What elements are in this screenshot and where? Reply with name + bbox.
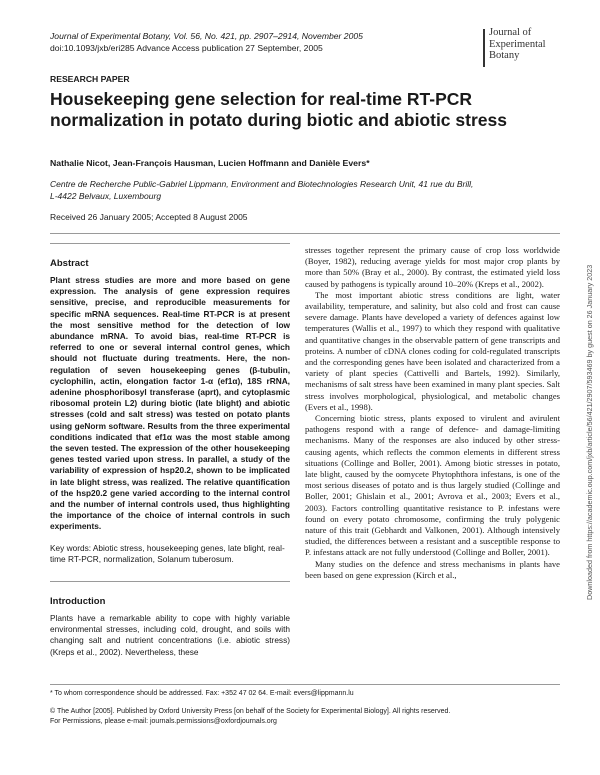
download-notice <box>585 200 597 600</box>
author-list: Nathalie Nicot, Jean-François Hausman, Lucien Hoffmann and Danièle Evers* <box>50 158 370 168</box>
right-column <box>305 245 560 581</box>
introduction-heading: Introduction <box>50 596 106 608</box>
received-dates: Received 26 January 2005; Accepted 8 August 2005 <box>50 212 248 222</box>
introduction-text: Plants have a remarkable ability to cope with highly variable environmental stresses, including cold, drought, and soils with changing salt and nutrient concentrations (i.e. abiotic stress) (Kreps et al., 2002). Nevertheless, these <box>50 613 290 657</box>
left-column <box>50 243 290 658</box>
journal-logo <box>483 27 563 73</box>
logo-line: Journal of <box>489 27 532 38</box>
footer <box>50 689 560 728</box>
body-paragraph: stresses together represent the primary cause of crop loss worldwide (Boyer, 1982), reducing average yields for most major crop plants by more than 50% (Bray et al., 2000). By contrast, the estimated yield loss caused by pathogens is typically around 10–20% (Kreps et al., 2002). <box>305 245 560 289</box>
affiliation-line: L-4422 Belvaux, Luxembourg <box>50 191 162 201</box>
doi-line: doi:10.1093/jxb/eri285 Advance Access publication 27 September, 2005 <box>50 43 323 53</box>
copyright-note: © The Author [2005]. Published by Oxford University Press [on behalf of the Society for Experimental Biology]. All rights reserved. <box>50 707 451 715</box>
footer-divider <box>50 684 560 685</box>
download-notice-text: Downloaded from https://academic.oup.com/jxb/article/56/421/2907/593469 by guest on 26 January 2023 <box>585 264 594 600</box>
logo-line: Experimental <box>489 38 546 50</box>
logo-text <box>489 27 546 62</box>
abstract-rule <box>50 243 290 244</box>
title-line: Housekeeping gene selection for real-time RT-PCR <box>50 89 473 109</box>
affiliation <box>50 178 570 202</box>
abstract-heading: Abstract <box>50 258 89 269</box>
logo-bar <box>483 29 485 67</box>
intro-rule <box>50 581 290 582</box>
logo-line: Botany <box>489 50 520 61</box>
header-divider <box>50 233 560 234</box>
affiliation-line: Centre de Recherche Public-Gabriel Lippmann, Environment and Biotechnologies Research Unit, 41 rue du Brill, <box>50 179 474 189</box>
body-paragraph: Many studies on the defence and stress mechanisms in plants have been based on gene expression (Kirch et al., <box>305 558 560 580</box>
abstract-text: Plant stress studies are more and more based on gene expression. The analysis of gene expression requires sensitive, precise, and reproducible measurements for specific mRNA sequences. Real-time RT-PCR is at present the most sensitive method for the detection of low abundance mRNA. To avoid bias, real-time RT-PCR is referred to one or several internal control genes, which should not fluctuate during treatments. Here, the non-regulation of seven housekeeping genes (β-tubulin, cyclophilin, actin, elongation factor 1-α (ef1α), 18S rRNA, adenine phosphoribosyl transferase (aprt), and cytoplasmic ribosomal protein L2) during biotic (late blight) and abiotic stresses (cold and salt stress) was tested on potato plants using geNorm software. Results from the three experimental conditions indicated that ef1α was the most stable among the seven tested. The expression of the other housekeeping genes tested varied upon stress. In parallel, a study of the variability of expression of hsp20.2, shown to be implicated in late blight stress, was realized. The relative quantification of the hsp20.2 gene varied according to the internal control and the number of internal controls used, thus highlighting the importance of the choice of internal controls in such experiments. <box>50 275 290 532</box>
permissions-note: For Permissions, please e-mail: journals.permissions@oxfordjournals.org <box>50 718 277 725</box>
title-line: normalization in potato during biotic and abiotic stress <box>50 110 507 130</box>
keywords: Key words: Abiotic stress, housekeeping genes, late blight, real-time RT-PCR, normalization, Solanum tuberosum. <box>50 542 285 564</box>
footer-spacer <box>50 700 560 707</box>
body-paragraph: Concerning biotic stress, plants exposed to virulent and avirulent pathogens respond with a range of defence- and damage-limiting mechanisms. Many of the responses are also induced by other stress-causing agents, which reflects the common elements in different stress situations (Collinge and Boller, 2001). Among biotic stresses in potato, late blight, caused by the oomycete Phytophthora infestans, is one of the most serious diseases of potato and is thus largely studied (Collinge and Boller, 2001; Ghislain et al., 2001; Avrova et al., 2003; Evers et al., 2003). Factors controlling quantitative resistance to P. infestans were found on every potato chromosome, confirming the truly polygenic nature of this trait (Gebhardt and Valkonen, 2001). Although intensively studied, the differences between a resistant and a susceptible response to P. infestans attack are not fully understood (Collinge and Boller, 2001). <box>305 413 560 558</box>
paper-title <box>50 89 570 131</box>
journal-citation: Journal of Experimental Botany, Vol. 56, No. 421, pp. 2907–2914, November 2005 <box>50 31 363 41</box>
section-label: RESEARCH PAPER <box>50 74 130 84</box>
body-paragraph: The most important abiotic stress conditions are light, water availability, temperature, and salinity, but also cold and frost can cause severe damage. Plants have developed a variety of defences against low temperatures (Wallis et al., 1997) to which they respond with qualitative and quantitative changes in the observable pattern of gene transcripts and proteins. A number of cDNA clones coding for cold-regulated transcripts and the corresponding genes have been isolated and characterized from a variety of plant species (Cattivelli and Bartels, 1992). Similarly, mechanisms of salt stress have been examined in many plant species. Salt stress involves morphological, physiological, and metabolic changes (Evers et al., 1998). <box>305 289 560 412</box>
correspondence-note: * To whom correspondence should be addressed. Fax: +352 47 02 64. E-mail: evers@lippmann.lu <box>50 690 354 697</box>
